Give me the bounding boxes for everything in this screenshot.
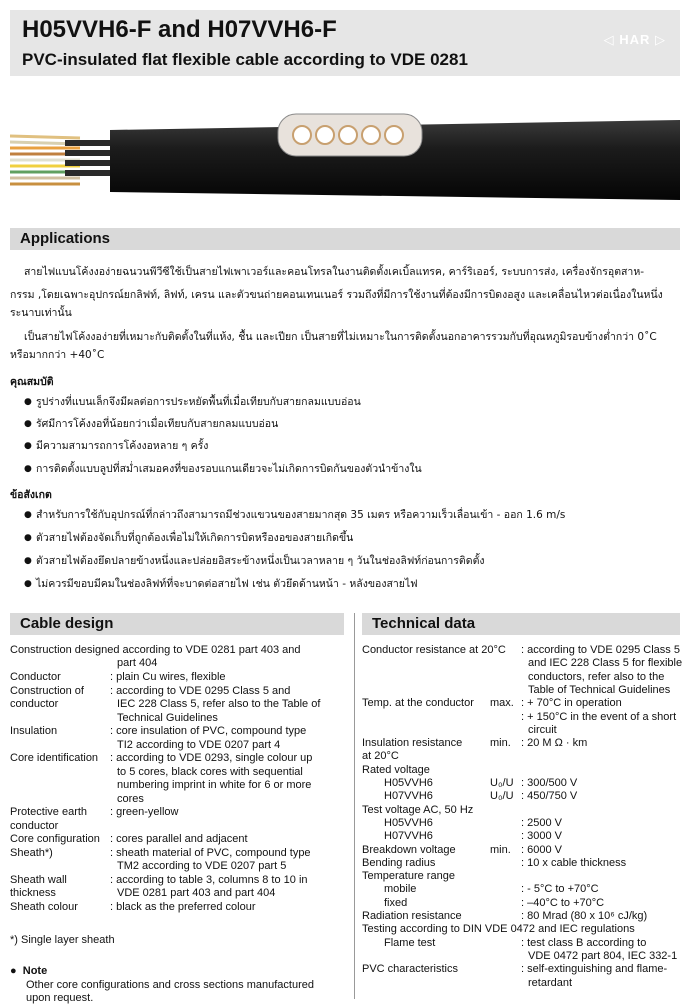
applications-para1: สายไฟแบนโค้งงอง่ายฉนวนพีวีซีใช้เป็นสายไฟเพาเวอร์และคอนโทรลในงานติดตั้งเคเบิ้ลแทรค, คาร์ริเออร์, ระบบการส่ง, เครื่องจักรอุตสาห- [24,266,645,278]
tech-row-label: H05VVH6 [384,777,433,789]
tech-row-qualifier: U₀/U [490,790,514,803]
applications-bar [10,228,680,250]
property-item: ● รูปร่างที่แบนเล็กจึงมีผลต่อการประหยัดพื้นที่เมื่อเทียบกับสายกลมแบบอ่อน [36,394,361,410]
design-row-value: : plain Cu wires, flexible [110,671,226,683]
tech-row-label: Insulation resistance [362,737,463,750]
design-row-value: : black as the preferred colour [110,900,256,913]
tech-row-qualifier: U₀/U [490,777,514,789]
tech-row-value: : 3000 V [521,830,562,843]
tech-row-value: : 80 Mrad (80 x 10⁶ cJ/kg) [521,910,648,922]
design-row-label: Sheath colour [10,900,78,913]
tech-row-value: : - 5°C to +70°C [521,883,599,896]
page-title: H05VVH6-F and H07VVH6-F [22,16,337,43]
technical-data-heading: Technical data [372,615,476,632]
applications-para2: เป็นสายไฟโค้งงอง่ายที่เหมาะกับติดตั้งในที่แห้ง, ชื้น และเปียก เป็นสายที่ไม่เหมาะในการติดตั้งนอกอาคารรวมกับที่อุณหภูมิรอบข้างต่ำกว่า 0˚C [24,331,657,343]
design-row-value: : according to VDE 0293, single colour up [110,752,313,764]
design-row-value: : sheath material of PVC, compound type [110,846,311,859]
tech-row-label: Conductor resistance at 20°C [362,644,506,656]
tech-row-qualifier: min. [490,737,511,750]
tech-row-value: Table of Technical Guidelines [528,683,671,696]
design-row-label: Sheath*) [10,846,53,859]
design-row-value: TM2 according to VDE 0207 part 5 [117,860,287,872]
design-intro: Construction designed according to VDE 0281 part 403 and [10,644,301,656]
tech-row-value: : 450/750 V [521,790,578,803]
note-item: ● สำหรับการใช้กับอุปกรณ์ที่กล่าวถึงสามารถมีช่วงแขวนของสายมากสุด 35 เมตร หรือความเร็วเลื่อนเข้า - ออก 1.6 m/s [36,507,565,523]
design-row-label: Conductor [10,671,61,683]
tech-row-value: : 300/500 V [521,777,578,789]
title-banner [10,10,680,76]
design-row-value: : according to table 3, columns 8 to 10 in [110,873,308,886]
page-subtitle: PVC-insulated flat flexible cable according to VDE 0281 [22,50,468,69]
tech-row-label: Test voltage AC, 50 Hz [362,803,474,816]
tech-row-label: Bending radius [362,856,436,869]
tech-row-value: : self-extinguishing and flame- [521,963,668,976]
tech-row-label: PVC characteristics [362,963,458,976]
tech-row-value: : according to VDE 0295 Class 5 [521,644,680,656]
tech-row-value: : test class B according to [521,936,647,949]
tech-row-value: circuit [528,723,557,736]
note-item: ● ไม่ควรมีขอบมีคมในช่องลิฟท์ที่จะบาดต่อสายไฟ เช่น ตัวยึดด้านหน้า - หลังของสายไฟ [36,576,418,592]
applications-para2b: หรือมากกว่า +40˚C [10,349,105,361]
property-item: ● การติดตั้งแบบลูปที่สม่ำเสมอคงที่ของรอบแกนเดียวจะไม่เกิดการบิดกันของตัวนำข้างใน [36,461,422,477]
tech-row-value: : + 150°C in the event of a short [521,710,677,723]
tech-row-qualifier: min. [490,843,511,856]
design-row-value: VDE 0281 part 403 and part 404 [117,887,276,899]
design-row-value: cores [117,792,144,805]
design-row-label: Core identification [10,752,99,764]
design-row-label: Core configuration [10,833,100,845]
cable-design-bar [10,613,344,635]
tech-row-value: : 20 M Ω · km [521,737,588,750]
tech-row-value: : 2500 V [521,816,562,829]
design-row-value: to 5 cores, black cores with sequential [117,765,303,778]
design-row-label: conductor [10,698,59,710]
flat-cable-photo [10,100,680,212]
tech-row-label: Testing according to DIN VDE 0472 and IEC regulations [362,923,635,936]
tech-row-label: Temperature range [362,870,455,883]
tech-row-label: H07VVH6 [384,790,433,803]
design-row-value: Technical Guidelines [117,711,218,724]
design-row-label: thickness [10,887,56,899]
tech-row-label: Temp. at the conductor [362,697,474,710]
note-text: Other core configurations and cross sections manufactured [26,979,314,991]
tech-row-label: Radiation resistance [362,910,462,922]
tech-row-label: Breakdown voltage [362,843,456,856]
note-item: ● ตัวสายไฟต้องยึดปลายข้างหนึ่งและปล่อยอิสระข้างหนึ่งเป็นเวลาหลาย ๆ วันในช่องลิฟท์ก่อนการติดตั้ง [36,553,485,569]
design-row-label: Insulation [10,725,58,737]
note-title-text: Note [22,965,48,977]
tech-row-value: conductors, refer also to the [528,670,665,683]
applications-heading: Applications [20,230,111,247]
tech-row-label: mobile [384,883,417,896]
cable-design-heading: Cable design [20,615,114,632]
design-row-value: IEC 228 Class 5, refer also to the Table of [117,698,321,710]
technical-data-bar [362,613,680,635]
design-row-label: Construction of [10,684,84,697]
tech-row-label: H07VVH6 [384,830,433,843]
tech-row-value: : –40°C to +70°C [521,896,605,909]
har-logo: ◁ HAR ▷ [603,32,666,47]
tech-row-qualifier: max. [490,697,514,710]
design-intro: part 404 [117,657,158,669]
tech-row-value: retardant [528,976,573,989]
note-bullet-icon: ● [10,965,23,977]
tech-row-value: VDE 0472 part 804, IEC 332-1 [528,949,678,962]
property-item: ● รัศมีการโค้งงอที่น้อยกว่าเมื่อเทียบกับสายกลมแบบอ่อน [36,416,278,432]
properties-heading: คุณสมบัติ [10,376,54,388]
design-row-value: : core insulation of PVC, compound type [110,725,307,737]
design-row-label: conductor [10,819,59,832]
tech-row-value: : 6000 V [521,843,562,856]
design-row-value: : green-yellow [110,806,179,818]
tech-row-value: : 10 x cable thickness [521,856,627,869]
applications-para1b: กรรม ,โดยเฉพาะอุปกรณ์ยกลิฟท์, ลิฟท์, เครน และตัวขนถ่ายคอนเทนเนอร์ รวมถึงที่มีการใช้งานที่ต้องมีการบิดงอสูง และเคลื่อนไหวต่อเนื่องในหนึ่ง [10,289,663,301]
design-row-value: : cores parallel and adjacent [110,833,248,845]
tech-row-label: Rated voltage [362,763,430,776]
design-row-value: numbering imprint in white for 6 or more [117,779,312,791]
tech-row-value: and IEC 228 Class 5 for flexible [528,657,683,670]
design-row-label: Sheath wall [10,873,67,886]
tech-row-label: H05VVH6 [384,816,433,829]
note-text: upon request. [26,992,94,1004]
note-item: ● ตัวสายไฟต้องจัดเก็บที่ถูกต้องเพื่อไม่ให้เกิดการบิดหรืองอของสายเกิดขึ้น [36,530,353,546]
property-item: ● มีความสามารถการโค้งงอหลาย ๆ ครั้ง [36,438,208,454]
tech-row-label: Flame test [384,936,436,949]
tech-row-label: at 20°C [362,750,399,763]
column-divider [354,613,355,999]
design-row-value: TI2 according to VDE 0207 part 4 [117,738,281,751]
design-row-value: : according to VDE 0295 Class 5 and [110,684,291,697]
footnote: *) Single layer sheath [10,934,115,946]
note-title [10,965,47,979]
design-row-label: Protective earth [10,806,88,818]
tech-row-value: : + 70°C in operation [521,697,622,710]
tech-row-label: fixed [384,896,408,909]
applications-para1c: ระนาบเท่านั้น [10,307,72,319]
notes-heading: ข้อสังเกต [10,489,52,501]
